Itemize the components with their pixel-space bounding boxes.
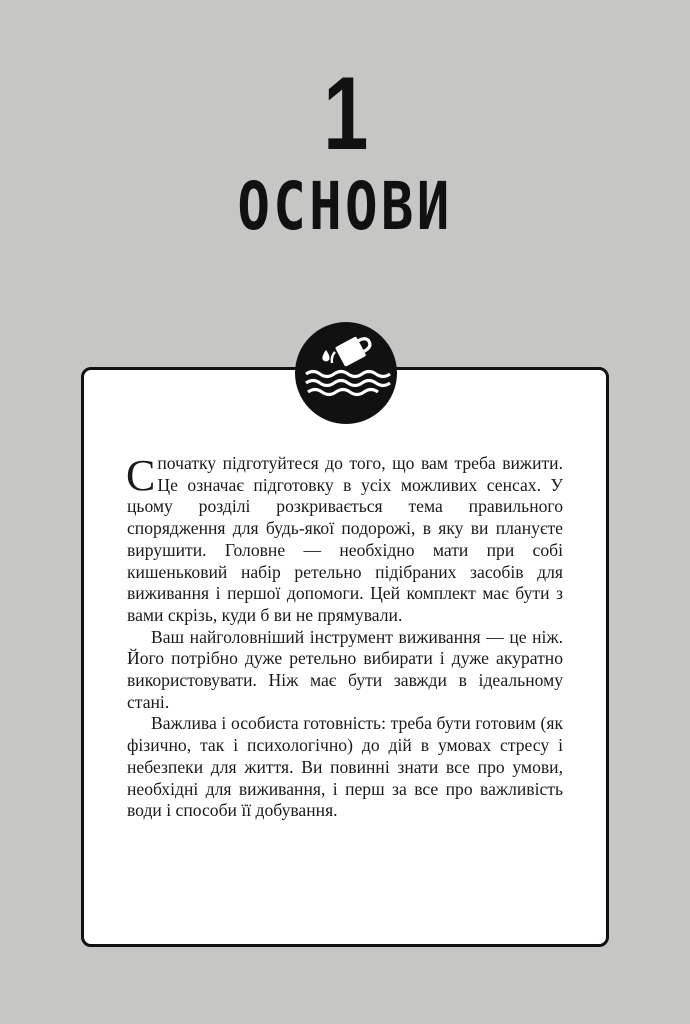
drop-cap: С (126, 451, 156, 500)
paragraph-intro (127, 453, 563, 627)
chapter-number: 1 (323, 56, 367, 172)
chapter-title: ОСНОВИ (237, 168, 453, 245)
paragraph-readiness: Важлива і особиста готовність: треба бути готовим (як фізично, так і психологічно) до дій в умовах стресу і небезпеки для життя. Ви повинні знати все про умови, необхідні для виживання, і перш за все про важливість води і способи її добування. (127, 713, 563, 821)
paragraph-knife: Ваш найголовніший інструмент виживання — це ніж. Його потрібно дуже ретельно вибирати і дуже акуратно використовувати. Ніж має бути завжди в ідеальному стані. (127, 626, 563, 712)
paragraph-intro-text: початку підготуйтеся до того, що вам треба вижити. Це означає підготовку в усіх можливих сенсах. У цьому розділі розкривається тема правильного спорядження для будь-якої подорожі, в яку ви плануєте вирушити. Головне — необхідно мати при собі кишеньковий набір ретельно підібраних засобів для виживання і першої допомоги. Цей комплект має бути з вами скрізь, куди б ви не прямували. (127, 453, 563, 625)
body-text (127, 453, 563, 822)
pouring-water-icon (295, 322, 397, 424)
